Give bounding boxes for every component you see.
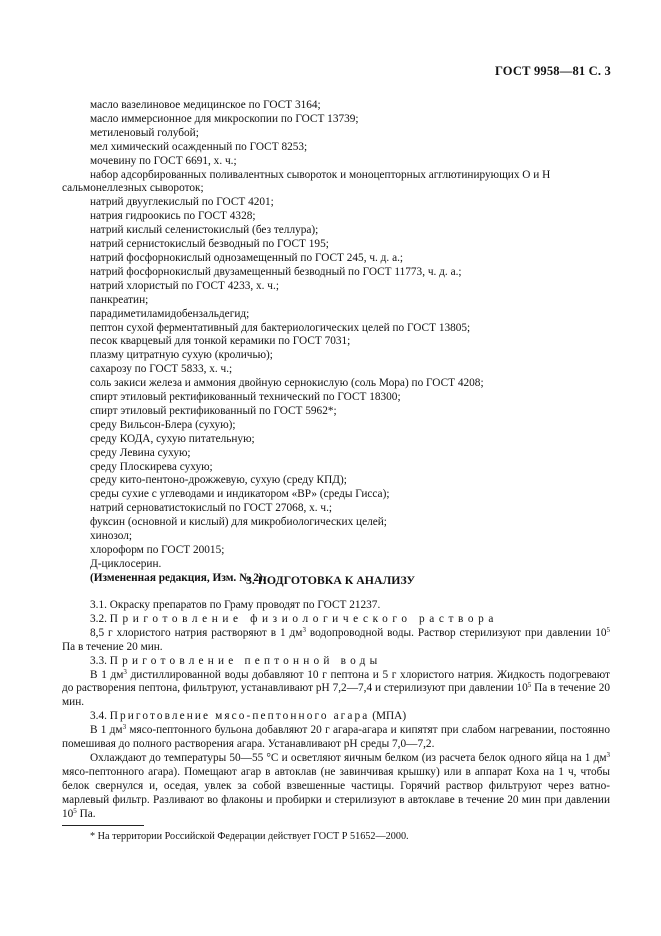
list-item: сахарозу по ГОСТ 5833, х. ч.; <box>90 363 233 376</box>
list-item: натрий двууглекислый по ГОСТ 4201; <box>90 196 274 209</box>
paragraph-3-4-text: В 1 $дм^3$ мясо-пептонного бульона добавляют 20 г агара-агара и кипятят при слабом нагревании, постоянно помешивая до полного растворения агара. Устанавливают рН среды 7,0—7,2. <box>62 723 611 751</box>
list-item: масло вазелиновое медицинское по ГОСТ 3164; <box>90 99 321 111</box>
list-item: среду кито-пентоно-дрожжевую, сухую (среду КПД); <box>90 474 347 487</box>
list-item: натрий фосфорнокислый однозамещенный по ГОСТ 245, ч. д. а.; <box>90 251 404 264</box>
clause-number: 3.2. <box>90 612 107 625</box>
footnote-divider <box>62 825 144 826</box>
list-item: песок кварцевый для тонкой керамики по ГОСТ 7031; <box>90 335 351 348</box>
list-item: среду КОДА, сухую питательную; <box>90 432 255 445</box>
list-item: плазму цитратную сухую (кроличью); <box>90 349 273 362</box>
paragraph-3-3-text: В 1 $дм^3$ дистиллированной воды добавляют 10 г пептона и 5 г хлористого натрия. Жидкость подогревают до растворения пептона, фильтруют, устанавливают рН 7,2—7,4 и стерилизуют при давлении $10^5$ Па в течение 20 мин. <box>62 667 610 709</box>
footnote: * На территории Российской Федерации действует ГОСТ Р 51652—2000. <box>90 831 409 842</box>
clause-title: Приготовление физиологического раствора <box>109 612 498 625</box>
list-item: натрий хлористый по ГОСТ 4233, х. ч.; <box>90 279 279 292</box>
list-item: соль закиси железа и аммония двойную сернокислую (соль Мора) по ГОСТ 4208; <box>90 377 484 390</box>
paragraph-3-2-heading <box>62 613 610 627</box>
clause-title: Приготовление пептонной воды <box>109 654 382 667</box>
list-item: натрий сернистокислый безводный по ГОСТ 195; <box>90 238 329 251</box>
list-item: натрий фосфорнокислый двузамещенный безводный по ГОСТ 11773, ч. д. а.; <box>90 265 462 278</box>
list-item: спирт этиловый ректификованный технический по ГОСТ 18300; <box>90 391 401 404</box>
paragraph-3-4-text-2: Охлаждают до температуры 50—55 °С и осветляют яичным белком (из расчета белок одного яйца на 1 $дм^3$ мясо-пептонного агара). Помещают агар в автоклав (не завинчивая крышку) или в аппарат Коха на 1 ч, чтобы белок свернулся и, оседая, увлек за собой взвешенные частицы. Горячий раствор фильтруют через ватно-марлевый фильтр. Разливают во флаконы и пробирки и стерилизуют в автоклаве в течение 20 мин при давлении $10^5$ Па. <box>62 750 610 820</box>
clause-title: Приготовление мясо-пептонного агара <box>109 710 370 723</box>
page-header: ГОСТ 9958—81 С. 3 <box>494 64 611 78</box>
list-item: Д-циклосерин. <box>90 557 162 570</box>
list-item: натрия гидроокись по ГОСТ 4328; <box>90 210 256 223</box>
list-item: натрий серноватистокислый по ГОСТ 27068, х. ч.; <box>90 502 333 515</box>
paragraph-3-2-text: 8,5 г хлористого натрия растворяют в 1 $дм^3$ водопроводной воды. Раствор стерилизуют при давлении $10^5$ Па в течение 20 мин. <box>62 625 610 653</box>
list-item: среду Вильсон-Блера (сухую); <box>90 418 236 431</box>
list-item: мел химический осажденный по ГОСТ 8253; <box>90 140 308 153</box>
clause-number: 3.4. <box>90 710 107 723</box>
section-body <box>62 599 610 822</box>
list-item: мочевину по ГОСТ 6691, х. ч.; <box>90 154 237 167</box>
list-item: спирт этиловый ректификованный по ГОСТ 5962*; <box>90 404 337 417</box>
paragraph-3-1: 3.1. Окраску препаратов по Граму проводят по ГОСТ 21237. <box>90 599 381 611</box>
list-item: пептон сухой ферментативный для бактериологических целей по ГОСТ 13805; <box>90 321 471 334</box>
revision-note: (Измененная редакция, Изм. № 2). <box>90 571 266 584</box>
clause-number: 3.3. <box>90 654 107 667</box>
list-item: фуксин (основной и кислый) для микробиологических целей; <box>90 516 387 529</box>
list-item: метиленовый голубой; <box>90 126 199 139</box>
section-title: 3. ПОДГОТОВКА К АНАЛИЗУ <box>245 573 416 587</box>
list-item: хинозол; <box>90 530 133 543</box>
list-item: среды сухие с углеводами и индикатором «ВР» (среды Гисса); <box>90 488 390 501</box>
reagent-list <box>62 99 610 586</box>
list-item: масло иммерсионное для микроскопии по ГОСТ 13739; <box>90 112 359 125</box>
list-item: среду Плоскирева сухую; <box>90 460 213 473</box>
paragraph-3-4-heading <box>62 710 610 724</box>
list-item: натрий кислый селенистокислый (без теллура); <box>90 224 319 237</box>
list-item: хлороформ по ГОСТ 20015; <box>90 544 225 556</box>
list-item: парадиметиламидобензальдегид; <box>90 307 250 320</box>
clause-abbreviation: (МПА) <box>372 710 407 723</box>
list-item: среду Левина сухую; <box>90 446 191 459</box>
list-item-continuation: сальмонеллезных сывороток; <box>62 182 204 195</box>
list-item: набор адсорбированных поливалентных сывороток и моноцепторных агглютинирующих О и Н <box>90 168 551 181</box>
list-item: панкреатин; <box>90 293 149 306</box>
paragraph-3-3-heading <box>62 655 610 669</box>
